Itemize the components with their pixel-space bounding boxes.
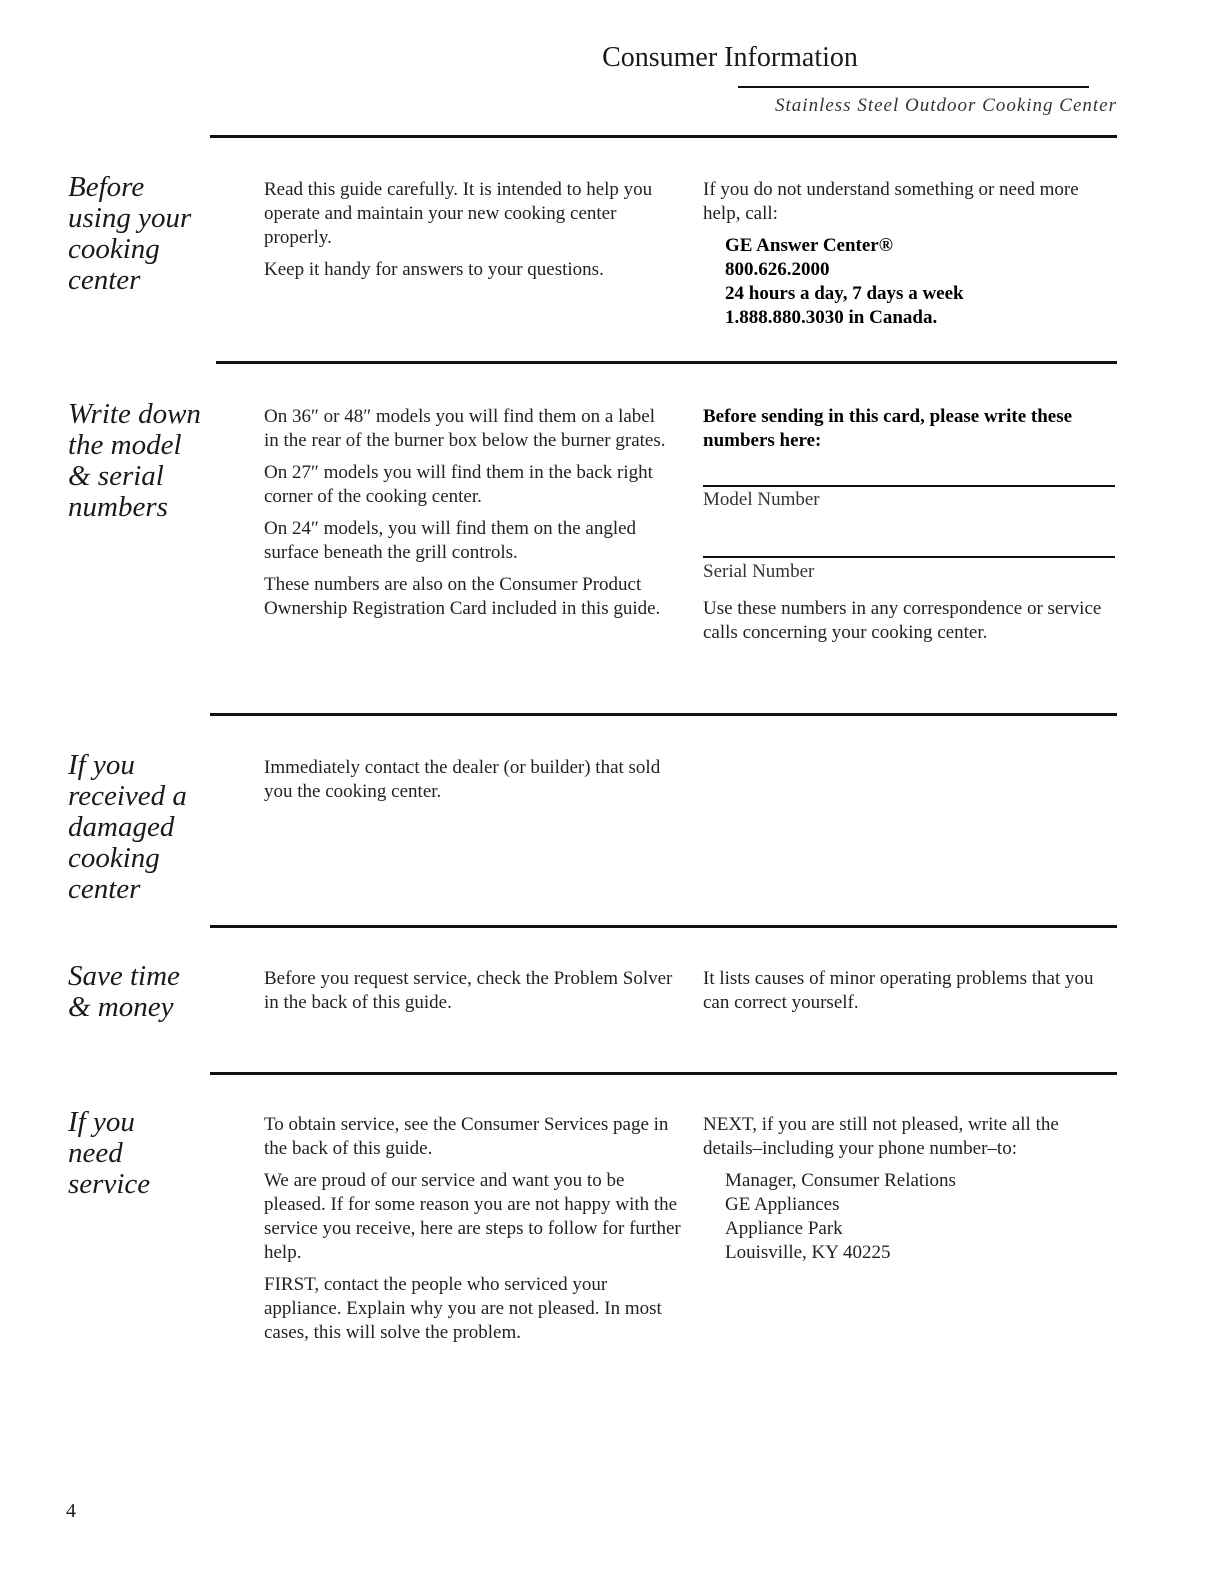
damaged-text: Immediately contact the dealer (or builder) that sold you the cooking center.: [264, 757, 661, 802]
savetime-right-text: It lists causes of minor operating problems that you can correct yourself.: [703, 968, 1094, 1013]
section-heading-write-down: Write down the model & serial numbers: [68, 398, 201, 523]
section-divider: [210, 713, 1117, 716]
contact-phone: 800.626.2000: [725, 259, 830, 280]
before-left-column: [264, 178, 684, 290]
contact-canada: 1.888.880.3030 in Canada.: [725, 307, 938, 328]
page-subtitle: Stainless Steel Outdoor Cooking Center: [775, 95, 1117, 116]
header-rule: [738, 86, 1089, 88]
paragraph: These numbers are also on the Consumer Product Ownership Registration Card included in this guide.: [264, 574, 661, 619]
paragraph: If you do not understand something or need more help, call:: [703, 179, 1079, 224]
paragraph: Keep it handy for answers to your questions.: [264, 259, 604, 280]
model-number-label: Model Number: [703, 489, 820, 510]
section-heading-damaged: If you received a damaged cooking center: [68, 749, 187, 905]
section-heading-before-using: Before using your cooking center: [68, 171, 192, 296]
section-divider: [216, 361, 1117, 364]
model-number-line: [703, 485, 1115, 487]
service-right-column: [703, 1113, 1113, 1265]
paragraph: Read this guide carefully. It is intended to help you operate and maintain your new cooking center properly.: [264, 179, 653, 248]
section-heading-save-time: Save time & money: [68, 960, 180, 1023]
paragraph: We are proud of our service and want you to be pleased. If for some reason you are not happy with the service you receive, here are steps to follow for further help.: [264, 1170, 681, 1263]
serial-number-label: Serial Number: [703, 561, 815, 582]
serial-number-line: [703, 556, 1115, 558]
paragraph: To obtain service, see the Consumer Services page in the back of this guide.: [264, 1114, 669, 1159]
writedown-note: Use these numbers in any correspondence or service calls concerning your cooking center.: [703, 598, 1102, 643]
contact-name: GE Answer Center®: [725, 235, 893, 256]
writedown-instruction: Before sending in this card, please write these numbers here:: [703, 406, 1073, 451]
section-heading-service: If you need service: [68, 1106, 151, 1200]
paragraph: On 36″ or 48″ models you will find them on a label in the rear of the burner box below the burner grates.: [264, 406, 666, 451]
section-divider: [210, 1072, 1117, 1075]
service-left-column: [264, 1113, 684, 1353]
paragraph: NEXT, if you are still not pleased, write all the details–including your phone number–to:: [703, 1114, 1059, 1159]
section-divider: [210, 925, 1117, 928]
paragraph: On 24″ models, you will find them on the angled surface beneath the grill controls.: [264, 518, 637, 563]
writedown-left-column: [264, 405, 669, 629]
contact-hours: 24 hours a day, 7 days a week: [725, 283, 964, 304]
before-right-column: [703, 178, 1113, 330]
page-number: 4: [66, 1500, 76, 1522]
contact-block: [725, 234, 1113, 330]
paragraph: On 27″ models you will find them in the back right corner of the cooking center.: [264, 462, 653, 507]
section-divider: [210, 135, 1117, 138]
savetime-left-text: Before you request service, check the Problem Solver in the back of this guide.: [264, 968, 673, 1013]
paragraph: FIRST, contact the people who serviced your appliance. Explain why you are not pleased. In most cases, this will solve the problem.: [264, 1274, 662, 1343]
mailing-address: Manager, Consumer Relations GE Appliances Appliance Park Louisville, KY 40225: [725, 1170, 956, 1263]
page-title: Consumer Information: [602, 42, 858, 73]
